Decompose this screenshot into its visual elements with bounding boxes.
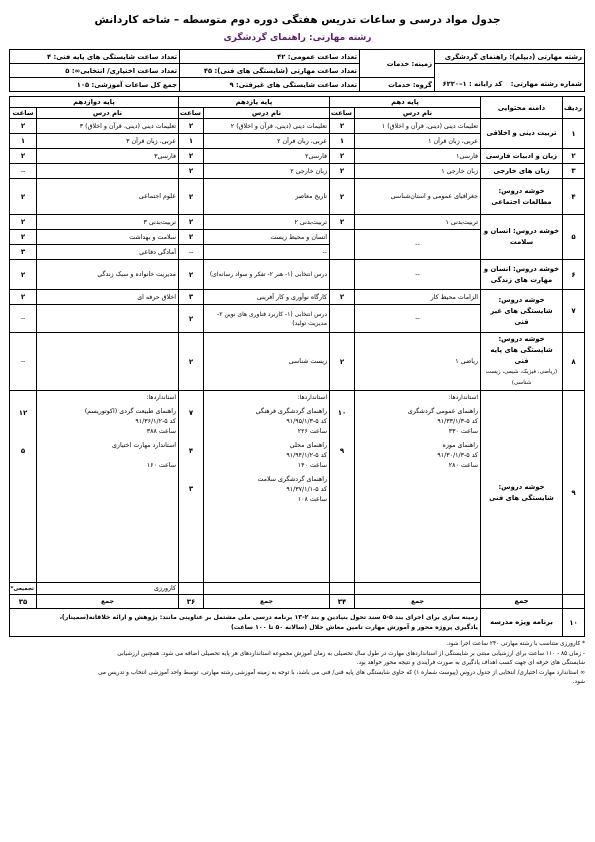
domain-cell: زبان و ادبیات فارسی xyxy=(481,149,563,164)
curriculum-body xyxy=(9,119,584,637)
row-number: ۳ xyxy=(563,164,585,179)
field-label: رشته مهارتی (دیپلم): راهنمای گردشگری xyxy=(435,50,585,64)
standard-title: راهنمای گردشگری سلامت xyxy=(257,476,327,483)
standard-hours-value: ۱۰ xyxy=(337,409,347,417)
standard-hours-value: ۷ xyxy=(188,409,194,417)
course-name: آمادگی دفاعی xyxy=(36,245,178,260)
col-grade-12: پایه دوازدهم xyxy=(9,97,178,108)
course-name: ریاضی ۱ xyxy=(355,333,481,391)
standard-hours-value: ۵ xyxy=(20,447,26,455)
domain-cell: خوشه دروس: انسان و مهارت های زندگی xyxy=(481,260,563,290)
standard-code: کد ۵-۹۱/۳۳/۱/۳ xyxy=(437,418,478,425)
course-hours: ۱ xyxy=(178,134,203,149)
course-name: جغرافیای عمومی و استان‌شناسی xyxy=(355,179,481,215)
course-name: الزامات محیط کار xyxy=(355,290,481,305)
grade-11-internship-hours xyxy=(178,583,203,595)
course-name: فارسی۲ xyxy=(204,149,330,164)
standard-hours: ساعت ۳۳۰ xyxy=(448,428,478,435)
course-name: -- xyxy=(204,245,330,260)
row-number: ۲ xyxy=(563,149,585,164)
row-number: ۷ xyxy=(563,290,585,333)
course-hours: ۲ xyxy=(178,333,203,391)
course-name: -- xyxy=(355,305,481,333)
course-name: تربیت‌بدنی ۲ xyxy=(204,215,330,230)
grade-10-internship-hours xyxy=(330,583,355,595)
course-name xyxy=(36,333,178,391)
standard-hours: ساعت ۱۶۰ xyxy=(146,462,176,469)
course-name: زبان خارجی ۱ xyxy=(355,164,481,179)
domain-cell: خوشه دروس: شایستگی های غیر فنی xyxy=(481,290,563,333)
area-label: زمینه: خدمات xyxy=(360,50,435,78)
col-name: نام درس xyxy=(36,108,178,119)
col-grade-10: پایه دهم xyxy=(330,97,481,108)
standards-label: استانداردها: xyxy=(448,394,478,401)
course-hours: ۲ xyxy=(178,305,203,333)
col-row-number: ردیف xyxy=(563,97,585,119)
internship-label: کارورزی xyxy=(36,583,178,595)
school-program-line: زمینه سازی برای اجرای بند ۵-۵ سند تحول بنیادین و بند ۲-۱۳ برنامه درسی ملی مشتمل بر عناوینی مانند: پژوهش و ارائه خلاقانه(سمینار)، xyxy=(59,613,478,621)
col-hours: ساعت xyxy=(9,108,36,119)
standard-item xyxy=(39,407,176,437)
domain-note: (ریاضی، فیزیک، شیمی، زیست شناسی) xyxy=(485,369,558,386)
course-hours: ۲ xyxy=(330,215,355,230)
course-hours: ۲ xyxy=(330,119,355,134)
course-hours: ۲ xyxy=(178,164,203,179)
col-grade-11: پایه یازدهم xyxy=(178,97,329,108)
grade-12-standards xyxy=(36,391,178,583)
col-name: نام درس xyxy=(204,108,330,119)
total-hours: جمع کل ساعات آموزشی: ۱۰۵ xyxy=(10,78,180,92)
course-hours: ۲ xyxy=(9,290,36,305)
group-label: گروه: خدمات xyxy=(360,78,435,92)
course-name: کارگاه نوآوری و کار آفرینی xyxy=(204,290,330,305)
domain-cell: خوشه دروس: شایستگی های فنی xyxy=(481,391,563,595)
domain-cell: زبان های خارجی xyxy=(481,164,563,179)
row-number: ۵ xyxy=(563,215,585,260)
curriculum-table xyxy=(9,96,585,637)
skill-hours: تعداد ساعت مهارتی (شایستگی های فنی): ۴۵ xyxy=(180,64,360,78)
course-name: درس انتخابی (۱- هنر ۲- تفکر و سواد رسانه‌ای) xyxy=(204,260,330,290)
course-hours: ۲ xyxy=(178,215,203,230)
row-number: ۹ xyxy=(563,391,585,595)
code-label: شماره رشته مهارتی: xyxy=(510,80,582,89)
course-name: زیست شناسی xyxy=(204,333,330,391)
course-name xyxy=(36,305,178,333)
standard-code: کد ۵-۹۱/۹۴/۱/۲ xyxy=(286,452,327,459)
course-hours: ۲ xyxy=(330,333,355,391)
general-hours: تعداد ساعت عمومی: ۴۲ xyxy=(180,50,360,64)
course-name: انسان و محیط زیست xyxy=(204,230,330,245)
course-hours xyxy=(330,230,355,260)
standards-label: استانداردها: xyxy=(297,394,327,401)
standard-title: راهنمای عمومی گردشگری xyxy=(407,408,478,415)
course-hours: -- xyxy=(9,164,36,179)
course-name: مدیریت خانواده و سبک زندگی xyxy=(36,260,178,290)
computer-code: کد رایانه : ۱–۶۲۲۰ xyxy=(442,80,503,89)
course-hours: ۱ xyxy=(330,134,355,149)
course-hours: ۲ xyxy=(9,149,36,164)
standard-item xyxy=(206,441,327,471)
row-number: ۶ xyxy=(563,260,585,290)
course-name: فارسی۱ xyxy=(355,149,481,164)
course-hours: ۱ xyxy=(9,134,36,149)
standards-label: استانداردها: xyxy=(146,394,176,401)
standard-title: راهنمای گردشگری فرهنگی xyxy=(255,408,327,415)
footnote: ∞ استاندارد مهارت اختیاری/ انتخابی از جدول دروس (پیوست شماره ۱) که حاوی شایستگی های پایه فنی/ فنی می باشد، با توجه به زمینه آموزشی رشته مهارتی، توسط واحد آموزشی انتخاب و تدریس می xyxy=(98,669,585,676)
grade-10-hours xyxy=(330,391,355,583)
course-hours: ۲ xyxy=(9,260,36,290)
standard-item xyxy=(206,407,327,437)
domain-label: خوشه دروس: شایستگی های پایه فنی xyxy=(490,335,553,365)
row-number: ۱۰ xyxy=(563,609,585,637)
standard-hours: ساعت ۱۰۸ xyxy=(297,496,327,503)
standard-hours-value: ۳ xyxy=(188,485,194,493)
elective-hours: تعداد ساعت اختیاری/ انتخابی∞: ۵ xyxy=(10,64,180,78)
course-hours: ۲ xyxy=(178,230,203,245)
course-name: -- xyxy=(355,230,481,260)
course-hours: ۲ xyxy=(9,119,36,134)
standard-code: کد ۵-۹۱/۳۶/۱/۲ xyxy=(135,418,176,425)
footnotes xyxy=(10,640,585,688)
standard-hours: ساعت ۳۸۸ xyxy=(146,428,176,435)
course-hours: ۲ xyxy=(330,179,355,215)
course-name: عربی، زبان قرآن ۲ xyxy=(204,134,330,149)
base-skill-hours: تعداد ساعت شایستگی های پایه فنی: ۴ xyxy=(10,50,180,64)
course-hours: ۲ xyxy=(9,215,36,230)
course-name: علوم اجتماعی xyxy=(36,179,178,215)
course-hours: ۲ xyxy=(330,290,355,305)
course-hours: ۲ xyxy=(178,179,203,215)
footnote: شود. xyxy=(572,679,585,685)
sum-grade-11: ۳۶ xyxy=(178,595,203,609)
course-name: اخلاق حرفه ای xyxy=(36,290,178,305)
standard-title: استاندارد مهارت اختیاری xyxy=(111,442,176,449)
sum-empty xyxy=(563,595,585,609)
course-name: تاریخ معاصر xyxy=(204,179,330,215)
grade-12-hours xyxy=(9,391,36,583)
sum-label: جمع xyxy=(355,595,481,609)
internship-hours: تجمیعی* xyxy=(9,583,36,595)
standard-item xyxy=(39,441,176,471)
course-hours: -- xyxy=(178,245,203,260)
course-name: تعلیمات دینی (دینی، قرآن و اخلاق) ۱ xyxy=(355,119,481,134)
course-name: تربیت‌بدنی ۳ xyxy=(36,215,178,230)
footnote: * کارورزی متناسب با رشته مهارتی ۲۴۰ ساعت اجرا شود. xyxy=(446,641,585,647)
domain-cell: برنامه ویژه مدرسه xyxy=(481,609,563,637)
course-hours: ۲ xyxy=(9,179,36,215)
footnote: - زمان ۸۵ - ۱۱۰ ساعت برای ارزشیابی مبتنی بر شایستگی از استانداردهای مهارت در طول سال تحصیلی به زمان آموزش مجموعه استانداردهای هر پایه تحصیلی اضافه می شود. همچنین ارزشیابی xyxy=(117,650,585,657)
standard-code: کد ۵-۹۱/۹۵/۱/۳ xyxy=(286,418,327,425)
footnote: شایستگی های حرفه ای جهت کسب اهداف یادگیری به صورت فرآیندی و نتیجه محور خواهد بود. xyxy=(356,660,585,666)
course-hours: ۳ xyxy=(9,245,36,260)
standard-title: راهنمای موزه xyxy=(442,442,478,449)
sum-grade-10: ۳۴ xyxy=(330,595,355,609)
course-hours xyxy=(330,260,355,290)
domain-cell: تربیت دینی و اخلاقی xyxy=(481,119,563,149)
course-name: تعلیمات دینی (دینی، قرآن و اخلاق) ۲ xyxy=(204,119,330,134)
standard-title: راهنمای محلی xyxy=(289,442,327,449)
course-hours: -- xyxy=(9,333,36,391)
course-name: -- xyxy=(355,260,481,290)
standard-hours: ساعت ۱۴۰ xyxy=(297,462,327,469)
grade-11-hours xyxy=(178,391,203,583)
school-program-text xyxy=(9,609,480,637)
sum-label: جمع xyxy=(36,595,178,609)
standard-hours: ساعت ۲۸۰ xyxy=(448,462,478,469)
course-name: تعلیمات دینی (دینی، قرآن و اخلاق) ۳ xyxy=(36,119,178,134)
row-number: ۱ xyxy=(563,119,585,149)
standard-hours-value: ۹ xyxy=(339,447,345,455)
course-hours: ۲ xyxy=(178,260,203,290)
col-hours: ساعت xyxy=(178,108,203,119)
col-hours: ساعت xyxy=(330,108,355,119)
page xyxy=(10,10,585,688)
course-hours: ۲ xyxy=(178,149,203,164)
nontech-hours: تعداد ساعت شایستگی های غیرفنی: ۹ xyxy=(180,78,360,92)
course-name: زبان خارجی ۲ xyxy=(204,164,330,179)
course-hours: ۲ xyxy=(9,230,36,245)
row-number: ۸ xyxy=(563,333,585,391)
col-domain: دامنه محتوایی xyxy=(481,97,563,119)
standard-item xyxy=(357,441,478,471)
course-name: فارسی۳ xyxy=(36,149,178,164)
standard-item xyxy=(357,407,478,437)
standard-item xyxy=(206,475,327,505)
standard-hours: ساعت ۲۲۶ xyxy=(297,428,327,435)
grade-10-internship xyxy=(355,583,481,595)
course-name: درس انتخابی (۱- کاربرد فناوری های نوین ۲- مدیریت تولید) xyxy=(204,305,330,333)
standard-hours-value: ۱۲ xyxy=(18,409,28,417)
course-name: سلامت و بهداشت xyxy=(36,230,178,245)
course-name: عربی، زبان قرآن ۱ xyxy=(355,134,481,149)
grade-11-standards xyxy=(204,391,330,583)
sum-grade-12: ۳۵ xyxy=(9,595,36,609)
course-hours xyxy=(330,305,355,333)
standard-code: کد ۵-۹۱/۳۷/۱/۱ xyxy=(286,486,327,493)
course-name xyxy=(36,164,178,179)
standard-hours-value: ۴ xyxy=(188,447,194,455)
course-hours: ۲ xyxy=(330,164,355,179)
row-number: ۴ xyxy=(563,179,585,215)
course-hours: ۳ xyxy=(178,290,203,305)
course-name: تربیت‌بدنی ۱ xyxy=(355,215,481,230)
col-name: نام درس xyxy=(355,108,481,119)
info-table xyxy=(9,49,585,92)
standard-code: کد ۵-۹۱/۳۰/۱/۳ xyxy=(437,452,478,459)
standard-title: راهنمای طبیعت گردی (اکوتوریسم) xyxy=(84,408,176,415)
school-program-line: یادگیری پروژه محور و آموزش مهارت تامین معاش حلال (سالانه ۵۰ تا ۱۰۰ ساعت) xyxy=(230,623,478,631)
sum-label: جمع xyxy=(481,595,563,609)
grade-10-standards xyxy=(355,391,481,583)
domain-cell: خوشه دروس: انسان و سلامت xyxy=(481,215,563,260)
course-hours: ۲ xyxy=(178,119,203,134)
course-hours: ۲ xyxy=(330,149,355,164)
domain-cell xyxy=(481,333,563,391)
grade-11-internship xyxy=(204,583,330,595)
page-title: جدول مواد درسی و ساعات تدریس هفتگی دوره دوم متوسطه – شاخه کاردانش xyxy=(94,14,501,26)
page-subtitle: رشته مهارتی: راهنمای گردشگری xyxy=(223,33,372,43)
domain-cell: خوشه دروس: مطالعات اجتماعی xyxy=(481,179,563,215)
sum-label: جمع xyxy=(204,595,330,609)
course-hours: -- xyxy=(9,305,36,333)
course-name: عربی، زبان قرآن ۳ xyxy=(36,134,178,149)
